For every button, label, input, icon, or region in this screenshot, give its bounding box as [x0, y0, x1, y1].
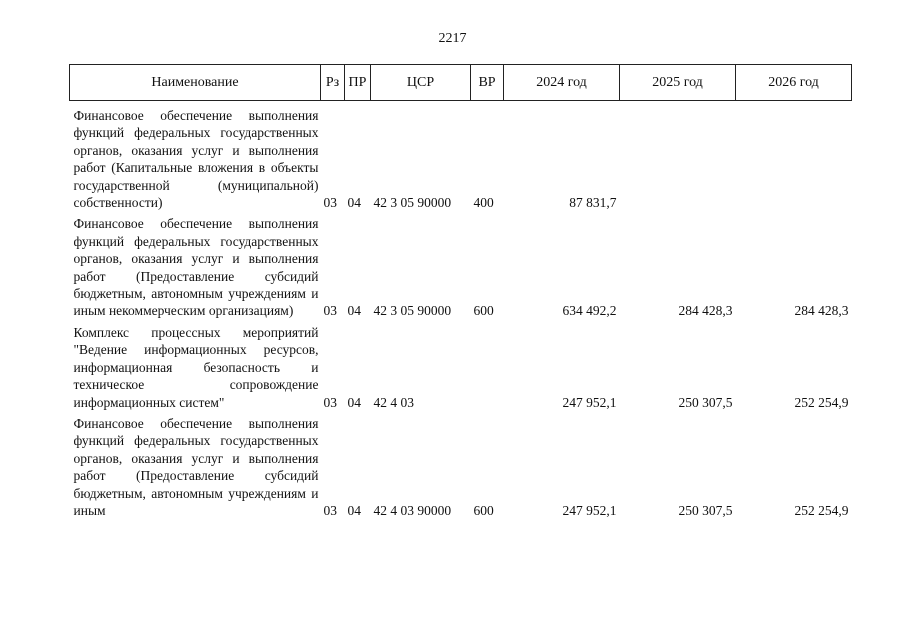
budget-table — [69, 64, 852, 523]
row-2024: 634 492,2 — [562, 303, 617, 319]
row-2025 — [620, 101, 736, 216]
row-vr: 400 — [473, 195, 494, 211]
row-2025: 250 307,5 — [678, 394, 733, 410]
row-name: Комплекс процессных мероприятий "Ведение информационных ресурсов, информационная безопасность и техническое сопровождение информационных систем" — [73, 324, 319, 410]
row-2024: 87 831,7 — [569, 195, 617, 211]
row-2024: 247 952,1 — [562, 394, 617, 410]
row-csr: 42 4 03 90000 — [373, 502, 452, 518]
row-pr: 04 — [347, 195, 361, 211]
row-vr: 600 — [473, 502, 494, 518]
table-row — [70, 324, 852, 415]
row-2026: 284 428,3 — [794, 303, 849, 319]
row-vr — [471, 324, 504, 415]
row-2025: 250 307,5 — [678, 502, 733, 518]
row-2024: 247 952,1 — [562, 502, 617, 518]
row-pr: 04 — [347, 394, 361, 410]
row-pr: 04 — [347, 502, 361, 518]
header-2024: 2024 год — [504, 65, 620, 101]
header-2026: 2026 год — [736, 65, 852, 101]
header-name: Наименование — [70, 65, 321, 101]
header-pr: ПР — [345, 65, 371, 101]
row-2026 — [736, 101, 852, 216]
page-number: 2217 — [438, 31, 467, 46]
header-rz: Рз — [321, 65, 345, 101]
table-row — [70, 415, 852, 523]
table-header — [70, 65, 852, 101]
header-vr: ВР — [471, 65, 504, 101]
row-pr: 04 — [347, 303, 361, 319]
row-csr: 42 3 05 90000 — [373, 195, 452, 211]
header-2025: 2025 год — [620, 65, 736, 101]
row-2026: 252 254,9 — [794, 394, 849, 410]
row-name: Финансовое обеспечение выполнения функций федеральных государственных органов, оказания услуг и выполнения работ (Предоставление субсидий бюджетным, автономным учреждениям и иным — [73, 415, 319, 518]
row-rz: 03 — [323, 502, 337, 518]
table-row — [70, 215, 852, 323]
row-rz: 03 — [323, 394, 337, 410]
row-2026: 252 254,9 — [794, 502, 849, 518]
row-csr: 42 3 05 90000 — [373, 303, 452, 319]
header-csr: ЦСР — [371, 65, 471, 101]
row-csr: 42 4 03 — [373, 394, 414, 410]
row-name: Финансовое обеспечение выполнения функций федеральных государственных органов, оказания услуг и выполнения работ (Капитальные вложения в объекты государственной (муниципальной) собственности) — [73, 108, 319, 211]
table-row — [70, 101, 852, 216]
row-2025: 284 428,3 — [678, 303, 733, 319]
row-vr: 600 — [473, 303, 494, 319]
row-rz: 03 — [323, 303, 337, 319]
row-rz: 03 — [323, 195, 337, 211]
row-name: Финансовое обеспечение выполнения функций федеральных государственных органов, оказания услуг и выполнения работ (Предоставление субсидий бюджетным, автономным учреждениям и иным некоммерческим организациям) — [73, 216, 319, 319]
